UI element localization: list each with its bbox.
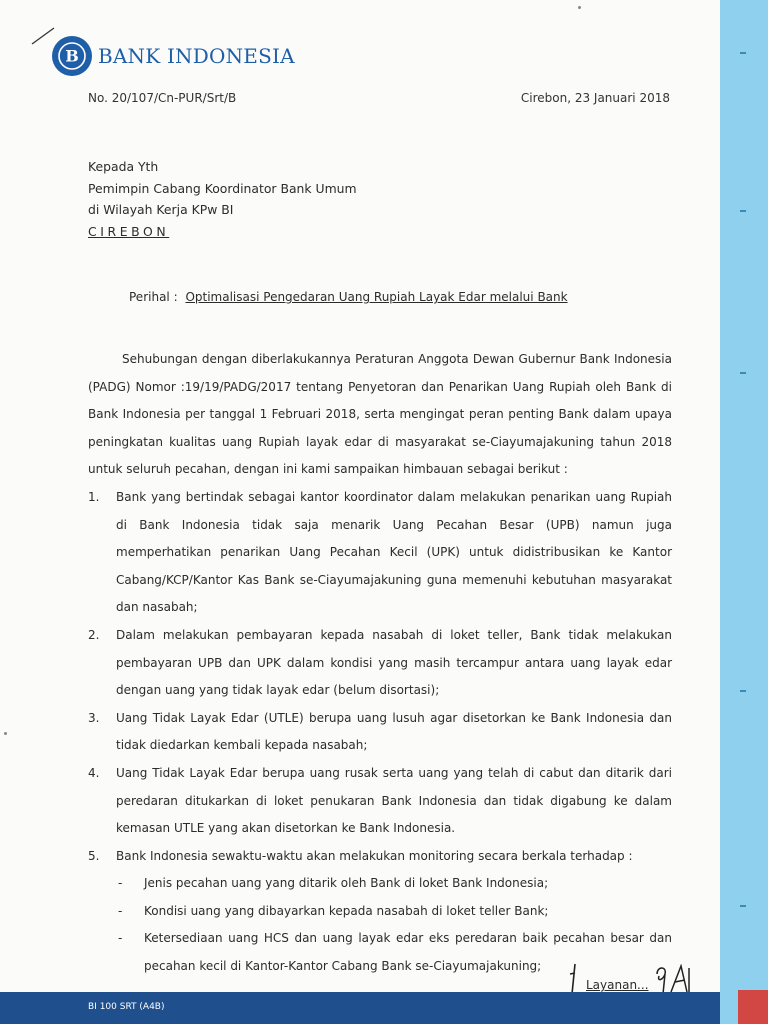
sub-item-text: Jenis pecahan uang yang ditarik oleh Bank di loket Bank Indonesia; xyxy=(144,876,549,891)
recipient-block xyxy=(88,156,357,242)
list-number: 1. xyxy=(88,489,100,504)
subject-label: Perihal : xyxy=(129,290,178,304)
form-code: BI 100 SRT (A4B) xyxy=(88,1002,165,1012)
sub-item: - Ketersediaan uang HCS dan uang layak edar eks peredaran baik pecahan besar dan pecahan kecil di Kantor-Kantor Cabang Bank se-Ciayumajakuning; xyxy=(118,931,672,974)
intro-paragraph: Sehubungan dengan diberlakukannya Peraturan Anggota Dewan Gubernur Bank Indonesia (PADG) Nomor :19/19/PADG/2017 tentang Penyetoran dan Penarikan Uang Rupiah oleh Bank di Bank Indonesia per tanggal 1 Februari 2018, serta mengingat peran penting Bank dalam upaya peningkatan kualitas uang Rupiah layak edar di masyarakat se-Ciayumajakuning tahun 2018 untuk seluruh pecahan, dengan ini kami sampaikan himbauan sebagai berikut : xyxy=(88,352,672,477)
scan-speck xyxy=(578,6,581,9)
list-text: Bank Indonesia sewaktu-waktu akan melakukan monitoring secara berkala terhadap : xyxy=(116,848,633,863)
instruction-list xyxy=(88,484,672,981)
place-date: Cirebon, 23 Januari 2018 xyxy=(520,91,670,105)
list-item xyxy=(88,760,672,843)
sub-item-text: Ketersediaan uang HCS dan uang layak edar eks peredaran baik pecahan besar dan pecahan kecil di Kantor-Kantor Cabang Bank se-Ciayumajakuning; xyxy=(144,931,672,974)
letter-number: No. 20/107/Cn-PUR/Srt/B xyxy=(88,91,237,105)
bank-indonesia-logo-icon xyxy=(52,36,92,76)
list-item xyxy=(88,705,672,760)
logo-letter: B xyxy=(65,46,79,66)
list-number: 4. xyxy=(88,765,100,780)
subject-text: Optimalisasi Pengedaran Uang Rupiah Layak Edar melalui Bank xyxy=(185,290,568,304)
list-item xyxy=(88,484,672,622)
bank-name: BANK INDONESIA xyxy=(98,44,295,68)
list-item xyxy=(88,622,672,705)
list-number: 5. xyxy=(88,848,100,863)
list-text: Uang Tidak Layak Edar (UTLE) berupa uang lusuh agar disetorkan ke Bank Indonesia dan tidak diedarkan kembali kepada nasabah; xyxy=(116,710,672,753)
list-text: Dalam melakukan pembayaran kepada nasabah di loket teller, Bank tidak melakukan pembayaran UPB dan UPK dalam kondisi yang masih tercampur antara uang layak edar dengan uang yang tidak layak edar (belum disortasi); xyxy=(116,627,672,698)
recipient-line: Kepada Yth xyxy=(88,159,159,174)
pen-tick-icon xyxy=(566,960,582,996)
letter-meta xyxy=(88,91,670,105)
recipient-line: Pemimpin Cabang Koordinator Bank Umum xyxy=(88,180,357,196)
sub-item: - Kondisi uang yang dibayarkan kepada nasabah di loket teller Bank; xyxy=(118,903,549,918)
recipient-line: di Wilayah Kerja KPw BI xyxy=(88,202,234,217)
continuation-note xyxy=(566,960,697,996)
list-text: Bank yang bertindak sebagai kantor koordinator dalam melakukan penarikan uang Rupiah di Bank Indonesia tidak saja menarik Uang Pecahan Besar (UPB) namun juga memperhatikan penarikan Uang Pecahan Kecil (UPK) untuk didistribusikan ke Kantor Cabang/KCP/Kantor Kas Bank se-Ciayumajakuning guna memenuhi kebutuhan masyarakat dan nasabah; xyxy=(116,489,672,615)
list-text: Uang Tidak Layak Edar berupa uang rusak serta uang yang telah di cabut dan ditarik dari peredaran ditukarkan di loket penukaran Bank Indonesia dan tidak digabung ke dalam kemasan UTLE yang akan disetorkan ke Bank Indonesia. xyxy=(116,765,672,836)
scan-speck xyxy=(4,732,7,735)
letterhead xyxy=(52,36,295,76)
sub-item-text: Kondisi uang yang dibayarkan kepada nasabah di loket teller Bank; xyxy=(144,903,549,918)
footer-bar xyxy=(0,992,720,1024)
scan-side-strip xyxy=(720,0,768,1024)
continuation-text: Layanan... xyxy=(586,978,649,992)
list-number: 3. xyxy=(88,710,100,725)
recipient-city: CIREBON xyxy=(88,223,170,239)
scan-corner-mark xyxy=(738,990,768,1024)
subject-line xyxy=(129,290,568,304)
letter-body xyxy=(88,346,672,981)
list-number: 2. xyxy=(88,627,100,642)
sub-item: - Jenis pecahan uang yang ditarik oleh Bank di loket Bank Indonesia; xyxy=(118,876,549,891)
